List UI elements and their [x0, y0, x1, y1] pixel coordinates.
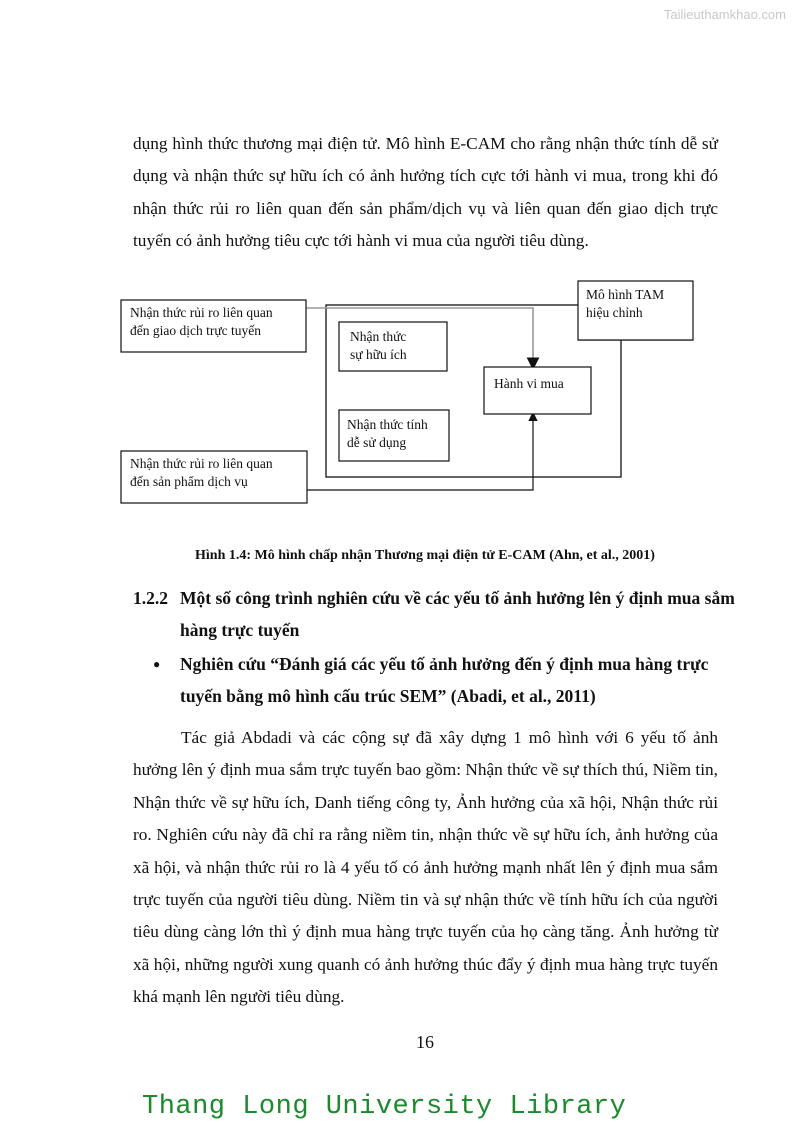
section-heading	[133, 582, 733, 646]
site-watermark: Tailieuthamkhao.com	[663, 7, 786, 22]
bullet-icon: ●	[153, 657, 161, 671]
bullet-heading	[133, 648, 733, 712]
section-title: Một số công trình nghiên cứu về các yếu tố ảnh hưởng lên ý định mua sắm hàng trực tuyến	[180, 588, 735, 640]
box-tam-line2: hiệu chỉnh	[586, 305, 643, 320]
box-behavior-label: Hành vi mua	[494, 376, 564, 391]
box-transaction-risk-line1: Nhận thức rủi ro liên quan	[130, 305, 273, 320]
box-product-risk-line2: đến sản phẩm dịch vụ	[130, 474, 248, 489]
box-ease-of-use-line1: Nhận thức tính	[347, 417, 428, 432]
box-usefulness-line1: Nhận thức	[350, 329, 407, 344]
box-product-risk-line1: Nhận thức rủi ro liên quan	[130, 456, 273, 471]
library-footer: Thang Long University Library	[142, 1092, 627, 1122]
bullet-title: Nghiên cứu “Đánh giá các yếu tố ảnh hưởng đến ý định mua hàng trực tuyến bằng mô hình cấu trúc SEM” (Abadi, et al., 2011)	[180, 654, 709, 706]
page-number: 16	[416, 1032, 434, 1052]
body-paragraph: Tác giả Abdadi và các cộng sự đã xây dựng 1 mô hình với 6 yếu tố ảnh hưởng lên ý định mua sắm trực tuyến bao gồm: Nhận thức về sự thích thú, Niềm tin, Nhận thức về sự hữu ích, Danh tiếng công ty, Ảnh hưởng của xã hội, Nhận thức rủi ro. Nghiên cứu này đã chỉ ra rằng niềm tin, nhận thức về sự hữu ích, ảnh hưởng của xã hội, và nhận thức rủi ro là 4 yếu tố có ảnh hưởng mạnh nhất lên ý định mua sắm trực tuyến của người tiêu dùng. Niềm tin và sự nhận thức về tính hữu ích của người tiêu dùng càng lớn thì ý định mua hàng trực tuyến của họ càng tăng. Ảnh hưởng từ xã hội, những người xung quanh có ảnh hưởng thúc đẩy ý định mua hàng trực tuyến khá mạnh lên người tiêu dùng.	[133, 728, 718, 1007]
box-ease-of-use-line2: dễ sử dụng	[347, 435, 407, 450]
ecam-diagram	[118, 278, 698, 504]
box-usefulness-line2: sự hữu ích	[350, 347, 407, 362]
figure-caption: Hình 1.4: Mô hình chấp nhận Thương mại điện tử E-CAM (Ahn, et al., 2001)	[195, 548, 655, 563]
section-number: 1.2.2	[133, 588, 168, 608]
box-tam-line1: Mô hình TAM	[586, 287, 665, 302]
intro-paragraph: dụng hình thức thương mại điện tử. Mô hình E-CAM cho rằng nhận thức tính dễ sử dụng và nhận thức sự hữu ích có ảnh hưởng tích cực tới hành vi mua, trong khi đó nhận thức rủi ro liên quan đến sản phẩm/dịch vụ và liên quan đến giao dịch trực tuyến có ảnh hưởng tiêu cực tới hành vi mua của người tiêu dùng.	[133, 134, 718, 251]
box-transaction-risk-line2: đến giao dịch trực tuyến	[130, 323, 262, 338]
